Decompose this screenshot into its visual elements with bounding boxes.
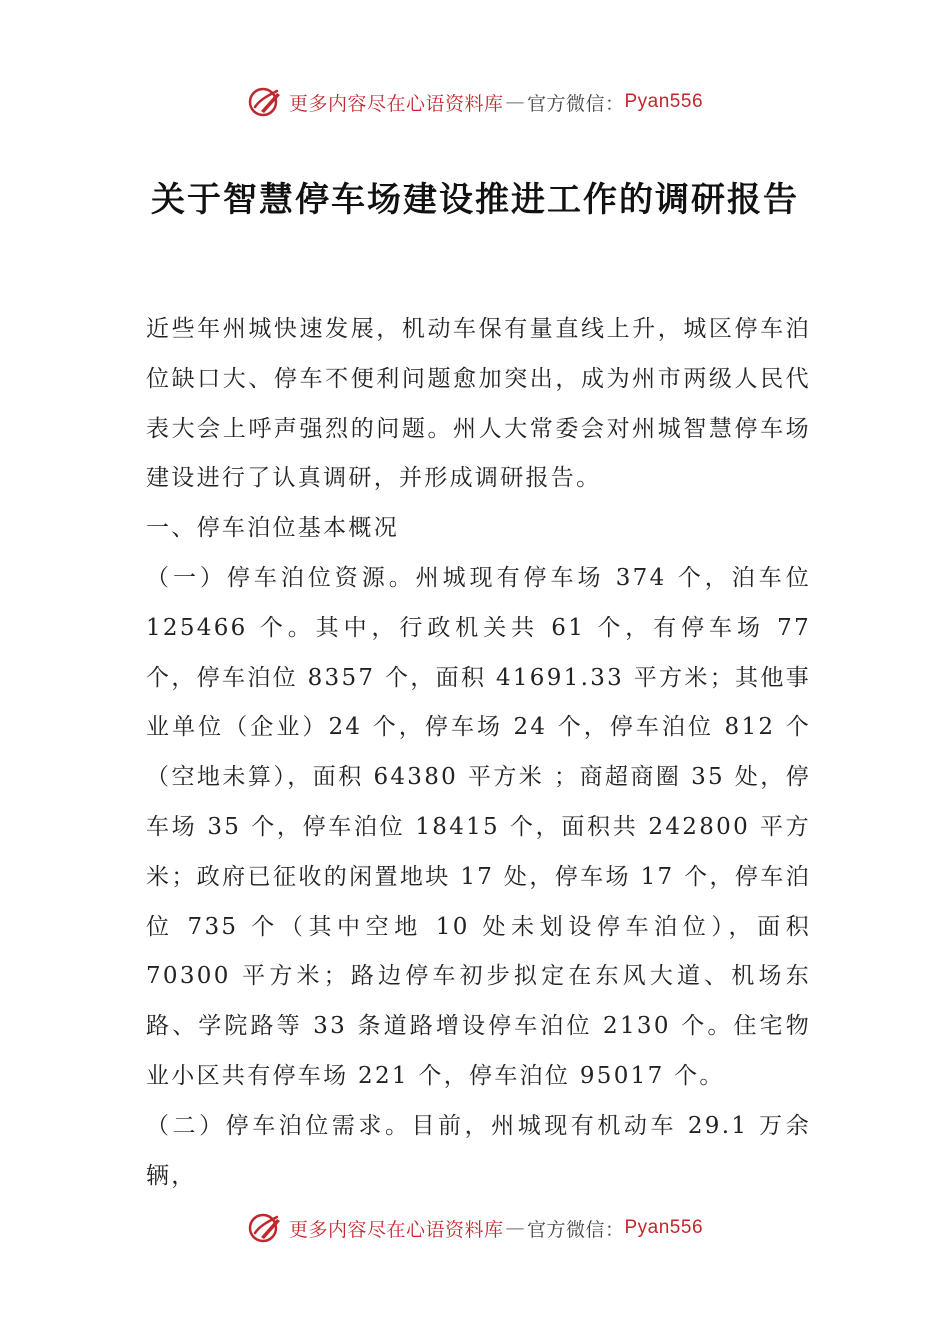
body-paragraph: （二）停车泊位需求。目前，州城现有机动车 29.1 万余辆， bbox=[146, 1112, 811, 1189]
pen-logo-icon bbox=[247, 85, 283, 119]
header-watermark-banner bbox=[0, 82, 950, 122]
section-heading: 一、停车泊位基本概况 bbox=[146, 515, 399, 542]
document-title: 关于智慧停车场建设推进工作的调研报告 bbox=[151, 180, 799, 220]
banner-separator: — bbox=[505, 1217, 525, 1239]
banner-handle: Pyan556 bbox=[624, 1217, 704, 1238]
banner-wechat-label: 官方微信： bbox=[526, 92, 625, 115]
footer-watermark-banner bbox=[0, 1208, 950, 1248]
banner-text: 更多内容尽在心语资料库 bbox=[288, 92, 504, 115]
pen-logo-icon bbox=[247, 1211, 283, 1245]
document-body bbox=[146, 305, 811, 1201]
banner-text: 更多内容尽在心语资料库 bbox=[288, 1218, 504, 1241]
banner-separator: — bbox=[505, 91, 525, 113]
banner-handle: Pyan556 bbox=[624, 91, 704, 112]
intro-paragraph: 近些年州城快速发展，机动车保有量直线上升，城区停车泊位缺口大、停车不便利问题愈加突出，成为州市两级人民代表大会上呼声强烈的问题。州人大常委会对州城智慧停车场建设进行了认真调研，并形成调研报告。 bbox=[146, 316, 811, 492]
body-paragraph: （一）停车泊位资源。州城现有停车场 374 个，泊车位 125466 个。其中，行政机关共 61 个，有停车场 77 个，停车泊位 8357 个，面积 41691.33 平方米；其他事业单位（企业）24 个，停车场 24 个，停车泊位 812 个（空地未算），面积 64380 平方米 ；商超商圈 35 处，停车场 35 个，停车泊位 18415 个，面积共 242800 平方米；政府已征收的闲置地块 17 处，停车场 17 个，停车泊位 735 个（其中空地 10 处未划设停车泊位），面积 70300 平方米；路边停车初步拟定在东风大道、机场东路、学院路等 33 条道路增设停车泊位 2130 个。住宅物业小区共有停车场 221 个，停车泊位 95017 个。 bbox=[146, 564, 811, 1089]
banner-wechat-label: 官方微信： bbox=[526, 1218, 625, 1241]
